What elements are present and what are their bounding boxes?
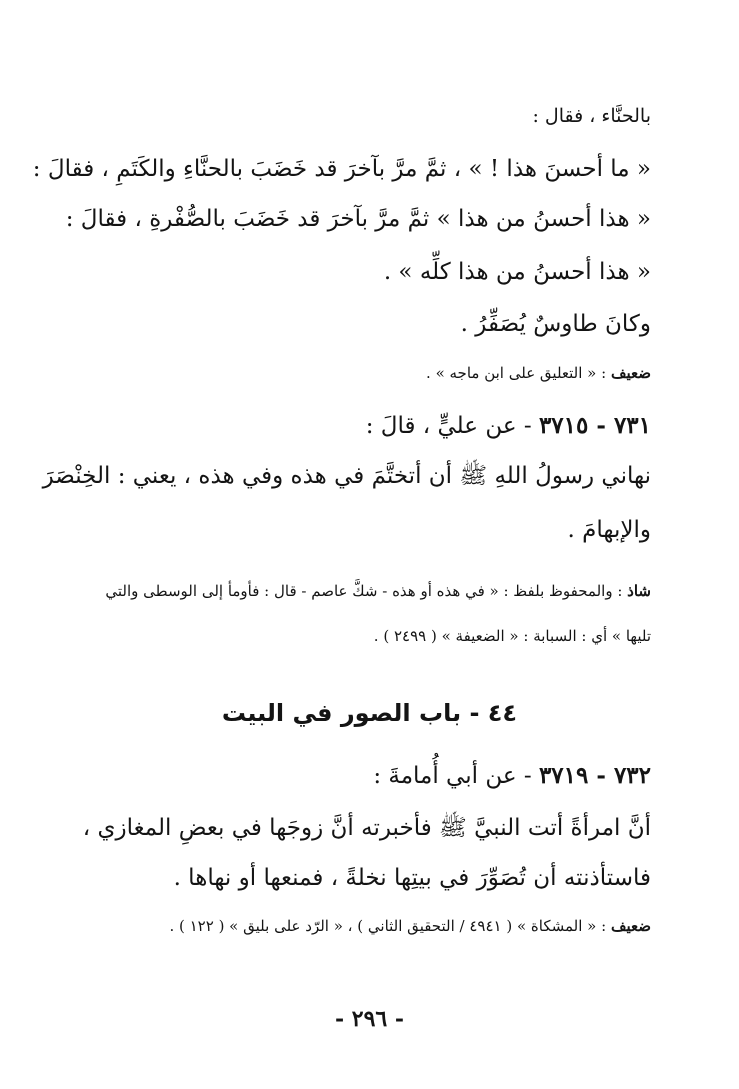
hadith-header-731 (40, 410, 651, 442)
text-line-8: نهاني رسولُ اللهِ ﷺ أن أتختَّمَ في هذه وفي هذه ، يعني : الخِنْصَرَ (42, 463, 651, 489)
text-line-3: « هذا أحسنُ من هذا » ثمَّ مرَّ بآخرَ قد خَضَبَ بالصُّفْرةِ ، فقالَ : (65, 206, 651, 232)
grading-note-2 (40, 580, 651, 602)
hadith-narrator: - عن عليٍّ ، قالَ : (365, 413, 532, 439)
text-line-2: « ما أحسنَ هذا ! » ، ثمَّ مرَّ بآخرَ قد خَضَبَ بالحنَّاءِ والكَتَمِ ، فقالَ : (32, 156, 651, 182)
text-line-13: أنَّ امرأةً أتت النبيَّ ﷺ فأخبرته أنَّ زوجَها في بعضِ المغازي ، (82, 815, 651, 841)
grading-note-3 (40, 915, 651, 937)
grading-text: : والمحفوظ بلفظ : « في هذه أو هذه - شكَّ عاصم - قال : فأومأ إلى الوسطى والتي (105, 582, 623, 600)
text-line-4: « هذا أحسنُ من هذا كلِّه » . (383, 259, 651, 285)
text-line-5: وكانَ طاوسٌ يُصَفِّرُ . (460, 311, 651, 337)
hadith-narrator: - عن أبي أُمامةَ : (373, 763, 532, 789)
grading-text: : « التعليق على ابن ماجه » . (426, 364, 607, 382)
page-number: - ٢٩٦ - (334, 1006, 405, 1032)
text-line-9: والإبهامَ . (567, 517, 651, 543)
chapter-heading: ٤٤ - باب الصور في البيت (221, 699, 518, 727)
hadith-header-732 (40, 760, 651, 792)
grading-note-1 (40, 362, 651, 384)
text-line-1: بالحنَّاء ، فقال : (532, 105, 651, 127)
hadith-number: ٧٣١ - ٣٧١٥ (538, 412, 651, 439)
hadith-number: ٧٣٢ - ٣٧١٩ (538, 762, 651, 789)
grading-label: شاذ (627, 582, 651, 600)
grading-text: : « المشكاة » ( ٤٩٤١ / التحقيق الثاني ) ، « الرّد على بليق » ( ١٢٢ ) . (169, 917, 607, 935)
grading-note-2-cont: تليها » أي : السبابة : « الضعيفة » ( ٢٤٩٩ ) . (373, 627, 651, 645)
grading-label: ضعيف (610, 364, 651, 382)
grading-label: ضعيف (610, 917, 651, 935)
text-line-14: فاستأذنته أن تُصَوِّرَ في بيتِها نخلةً ، فمنعها أو نهاها . (173, 865, 651, 891)
